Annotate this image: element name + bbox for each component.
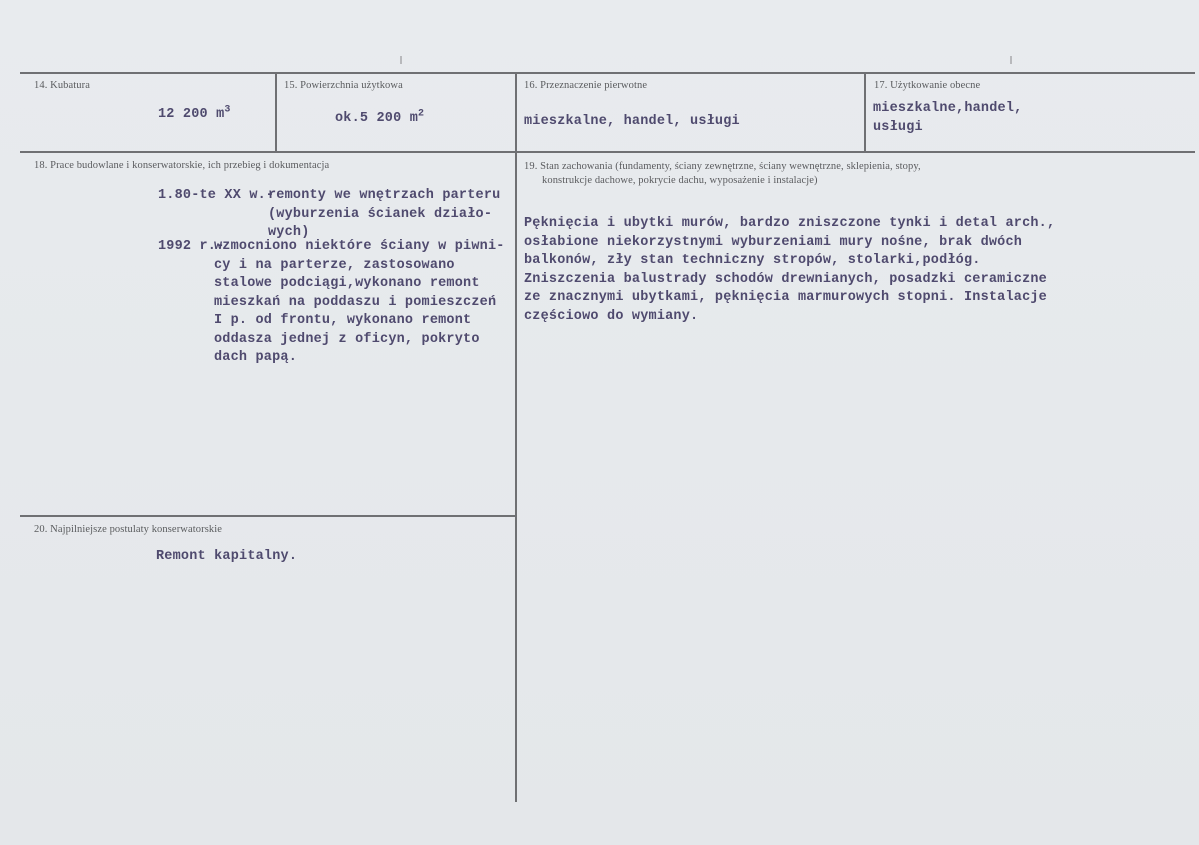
- rule-top: [20, 72, 1195, 74]
- field-20-value: Remont kapitalny.: [156, 549, 298, 564]
- field-17-value: mieszkalne,handel, usługi: [873, 101, 1023, 135]
- field-16-value: mieszkalne, handel, usługi: [524, 114, 740, 129]
- field-18-entry-1-date: 1.80-te XX w.-: [158, 188, 275, 203]
- field-18-label: 18. Prace budowlane i konserwatorskie, ich przebieg i dokumentacja: [34, 160, 330, 171]
- field-15-number: ok.5 200 m: [335, 111, 419, 126]
- field-19-label-continued: konstrukcje dachowe, pokrycie dachu, wyposażenie i instalacje): [542, 175, 818, 186]
- field-17-label: 17. Użytkowanie obecne: [874, 80, 981, 91]
- top-tick: [1010, 56, 1012, 64]
- top-tick: [400, 56, 402, 64]
- rule-v2: [515, 72, 517, 802]
- field-16-label: 16. Przeznaczenie pierwotne: [524, 80, 648, 91]
- field-14-number: 12 200 m: [158, 107, 225, 122]
- field-14-label: 14. Kubatura: [34, 80, 91, 91]
- rule-v1: [275, 72, 277, 152]
- field-18-entry-2-text: wzmocniono niektóre ściany w piwni- cy i na parterze, zastosowano stalowe podciągi,wykonano remont mieszkań na poddaszu i pomieszczeń I p. od frontu, wykonano remont oddasza jednej z oficyn, pokryto dach papą.: [214, 239, 505, 365]
- field-18-entry-2-date: 1992 r.-: [158, 239, 225, 254]
- field-14-unit-exponent: 3: [224, 104, 231, 116]
- field-19-value: Pęknięcia i ubytki murów, bardzo zniszczone tynki i detal arch., osłabione niekorzystnymi wyburzeniami mury nośne, brak dwóch balkonów, zły stan techniczny stropów, stolarki,podłóg. Zniszczenia balustrady schodów drewnianych, posadzki ceramiczne ze znacznymi ubytkami, pęknięcia marmurowych stopni. Instalacje częściowo do wymiany.: [524, 216, 1056, 324]
- field-15-value: [335, 110, 424, 129]
- field-15-label: 15. Powierzchnia użytkowa: [284, 80, 403, 91]
- field-20-label: 20. Najpilniejsze postulaty konserwatorskie: [34, 524, 223, 535]
- field-15-unit-exponent: 2: [418, 108, 425, 120]
- field-14-value: [158, 106, 231, 125]
- rule-box18-bottom: [20, 515, 516, 517]
- rule-row1-bottom: [20, 151, 1195, 153]
- field-19-label: 19. Stan zachowania (fundamenty, ściany zewnętrzne, ściany wewnętrzne, sklepienia, stopy,: [524, 161, 921, 172]
- rule-v3: [864, 72, 866, 152]
- field-18-entry-1-text: remonty we wnętrzach parteru (wyburzenia ścianek działo- wych): [268, 188, 501, 240]
